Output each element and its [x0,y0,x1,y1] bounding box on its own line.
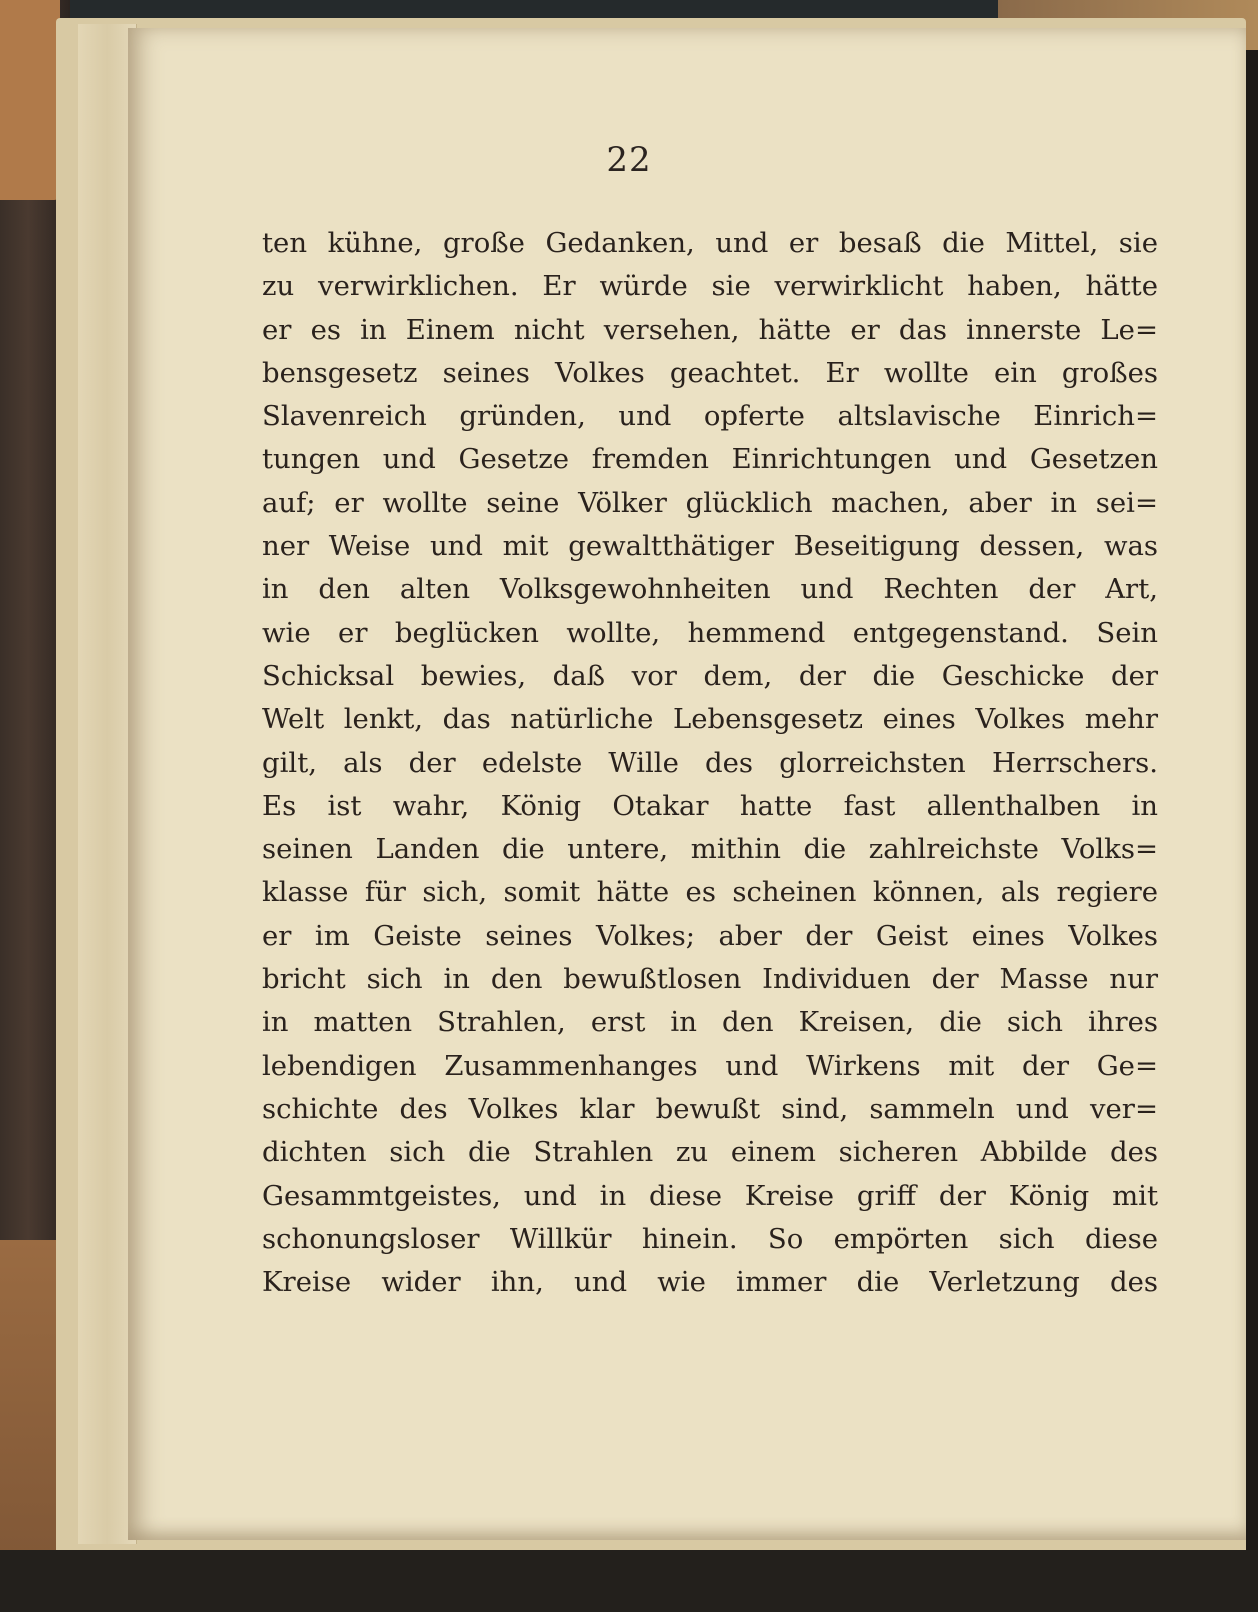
text-line: schichte des Volkes klar bewußt sind, sammeln und ver= [262,1092,1158,1125]
text-line: in matten Strahlen, erst in den Kreisen, die sich ihres [262,1006,1158,1039]
text-line: lebendigen Zusammenhanges und Wirkens mit der Ge= [262,1049,1158,1082]
text-line: ten kühne, große Gedanken, und er besaß die Mittel, sie [262,227,1158,259]
text-line: wie er beglücken wollte, hemmend entgegenstand. Sein [262,616,1158,649]
text-line: Gesammtgeistes, und in diese Kreise griff der König mit [262,1179,1158,1212]
text-line: Welt lenkt, das natürliche Lebensgesetz eines Volkes mehr [262,703,1158,736]
text-line: in den alten Volksgewohnheiten und Rechten der Art, [262,573,1158,606]
text-line: schonungsloser Willkür hinein. So empörten sich diese [262,1222,1158,1255]
text-line: dichten sich die Strahlen zu einem sicheren Abbilde des [262,1136,1158,1169]
text-line: bensgesetz seines Volkes geachtet. Er wollte ein großes [262,356,1158,389]
text-line: er im Geiste seines Volkes; aber der Geist eines Volkes [262,919,1158,952]
text-line: seinen Landen die untere, mithin die zahlreichste Volks= [262,833,1158,866]
text-line: bricht sich in den bewußtlosen Individuen der Masse nur [262,963,1158,996]
text-line: ner Weise und mit gewaltthätiger Beseitigung dessen, was [262,530,1158,563]
text-line: klasse für sich, somit hätte es scheinen können, als regiere [262,876,1158,909]
text-line: Es ist wahr, König Otakar hatte fast allenthalben in [262,789,1158,822]
text-line: auf; er wollte seine Völker glücklich machen, aber in sei= [262,486,1158,519]
text-line: er es in Einem nicht versehen, hätte er das innerste Le= [262,313,1158,346]
page-body-text [262,222,1158,1304]
text-line: Schicksal bewies, daß vor dem, der die Geschicke der [262,659,1158,692]
book-cover-bottom-edge [0,1550,1258,1612]
page-number: 22 [606,140,652,180]
text-line: gilt, als der edelste Wille des glorreichsten Herrschers. [262,746,1158,779]
text-line: Slavenreich gründen, und opferte altslavische Einrich= [262,400,1158,433]
text-line: zu verwirklichen. Er würde sie verwirklicht haben, hätte [262,270,1158,303]
text-line: tungen und Gesetze fremden Einrichtungen und Gesetzen [262,443,1158,476]
text-line: Kreise wider ihn, und wie immer die Verletzung des [262,1266,1158,1299]
